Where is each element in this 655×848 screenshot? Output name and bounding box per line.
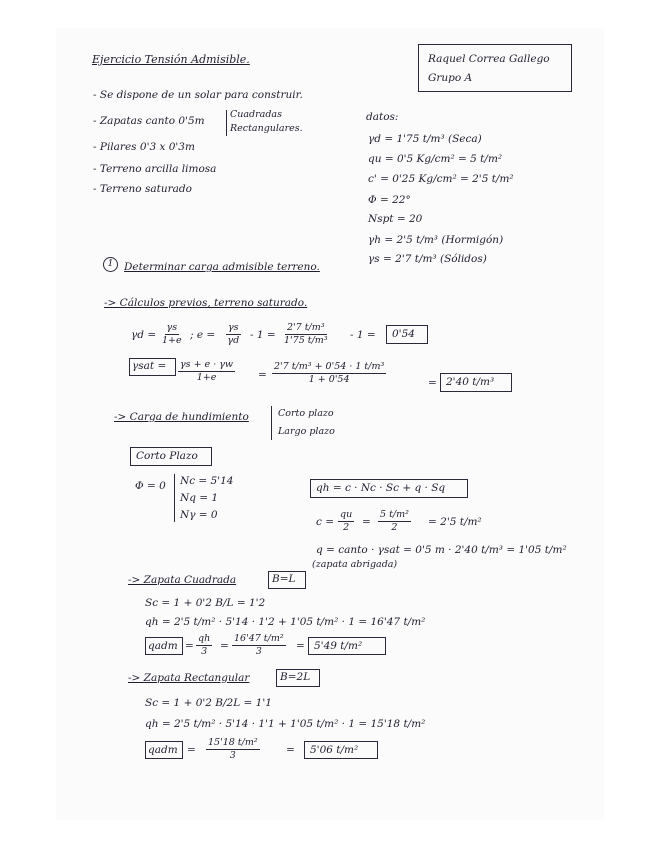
gsat-den-2: 1 + 0'54 bbox=[308, 374, 350, 386]
zapata-type: Cuadradas bbox=[230, 109, 282, 120]
zapata-type: Rectangulares. bbox=[230, 123, 303, 134]
qadm-result-rectangular: 5'06 t/m² bbox=[310, 744, 359, 756]
gd-den: 1+e bbox=[162, 335, 182, 347]
qadm-eq: = bbox=[185, 640, 194, 652]
c-den-2: 2 bbox=[391, 522, 398, 534]
zapata-cuadrada-title: -> Zapata Cuadrada bbox=[128, 574, 237, 586]
qadm-den: 3 bbox=[201, 646, 208, 658]
factor-ngamma: Nγ = 0 bbox=[180, 509, 218, 521]
qadm-lhs-rectangular: qadm bbox=[148, 744, 178, 756]
plazo-option: Largo plazo bbox=[278, 426, 335, 437]
datos-line: γd = 1'75 t/m³ (Seca) bbox=[368, 133, 482, 145]
e-lhs: ; e = bbox=[190, 329, 216, 341]
brace-line bbox=[174, 474, 175, 522]
qadm-num: qh bbox=[196, 634, 212, 646]
qadm-fraction bbox=[206, 738, 260, 762]
e-fraction bbox=[226, 323, 241, 347]
section-title: Determinar carga admisible terreno. bbox=[124, 261, 320, 273]
e-minus: - 1 = bbox=[250, 329, 276, 341]
qadm-fraction-2 bbox=[232, 634, 286, 658]
author-box bbox=[418, 44, 572, 92]
datos-line: γs = 2'7 t/m³ (Sólidos) bbox=[368, 253, 487, 265]
qadm-num: 15'18 t/m² bbox=[206, 738, 260, 750]
qh-line-cuadrada: qh = 2'5 t/m² · 5'14 · 1'2 + 1'05 t/m² · 1 = 16'47 t/m² bbox=[145, 616, 426, 628]
e-den: γd bbox=[227, 335, 240, 347]
e-fraction-2 bbox=[284, 323, 328, 347]
plazo-option: Corto plazo bbox=[278, 408, 334, 419]
c-num: qu bbox=[338, 510, 354, 522]
c-fraction bbox=[338, 510, 354, 534]
datos-line: Nspt = 20 bbox=[368, 213, 423, 225]
c-fraction-2 bbox=[378, 510, 411, 534]
datos-line: γh = 2'5 t/m³ (Hormigón) bbox=[368, 234, 504, 246]
qadm-num-2: 16'47 t/m² bbox=[232, 634, 286, 646]
e-den-2: 1'75 t/m³ bbox=[284, 335, 328, 347]
qh-formula: qh = c · Nc · Sc + q · Sq bbox=[316, 482, 446, 494]
qadm-lhs-cuadrada: qadm bbox=[148, 640, 178, 652]
gsat-num-2: 2'7 t/m³ + 0'54 · 1 t/m³ bbox=[272, 362, 386, 374]
e-num: γs bbox=[226, 323, 241, 335]
qadm-eq: = bbox=[187, 744, 196, 756]
gsat-eq-2: = bbox=[428, 377, 437, 389]
datos-line: qu = 0'5 Kg/cm² = 5 t/m² bbox=[368, 153, 503, 165]
factor-nc: Nc = 5'14 bbox=[180, 475, 234, 487]
condition-rectangular: B=2L bbox=[280, 671, 311, 683]
corto-plazo-title: Corto Plazo bbox=[136, 450, 198, 462]
gsat-fraction bbox=[178, 360, 235, 384]
calc-previos-title: -> Cálculos previos, terreno saturado. bbox=[104, 297, 308, 309]
e-num-2: 2'7 t/m³ bbox=[285, 323, 327, 335]
gd-lhs: γd = bbox=[131, 329, 157, 341]
intro-item: - Zapatas canto 0'5m bbox=[93, 115, 205, 127]
author-name: Raquel Correa Gallego bbox=[428, 53, 550, 65]
q-note: (zapata abrigada) bbox=[312, 559, 398, 570]
gd-fraction bbox=[162, 323, 182, 347]
section-number: 1 bbox=[103, 257, 118, 272]
gsat-result: 2'40 t/m³ bbox=[446, 376, 495, 388]
e-minus-2: - 1 = bbox=[350, 329, 376, 341]
sc-line-rectangular: Sc = 1 + 0'2 B/2L = 1'1 bbox=[145, 697, 272, 709]
gsat-fraction-2 bbox=[272, 362, 386, 386]
hundimiento-title: -> Carga de hundimiento bbox=[114, 411, 249, 423]
c-result: = 2'5 t/m² bbox=[428, 516, 482, 528]
intro-item: - Pilares 0'3 x 0'3m bbox=[93, 141, 195, 153]
c-num-2: 5 t/m² bbox=[378, 510, 411, 522]
q-line: q = canto · γsat = 0'5 m · 2'40 t/m³ = 1'05 t/m² bbox=[316, 544, 567, 556]
gsat-num: γs + e · γw bbox=[178, 360, 235, 372]
qadm-eq-2: = bbox=[286, 744, 295, 756]
group-label: Grupo A bbox=[428, 72, 473, 84]
qadm-den: 3 bbox=[229, 750, 236, 762]
gsat-den: 1+e bbox=[196, 372, 217, 384]
c-den: 2 bbox=[343, 522, 350, 534]
brace-line bbox=[271, 406, 272, 440]
condition-cuadrada: B=L bbox=[272, 573, 296, 585]
e-result: 0'54 bbox=[392, 328, 415, 340]
datos-line: c' = 0'25 Kg/cm² = 2'5 t/m² bbox=[368, 173, 514, 185]
datos-label: datos: bbox=[366, 111, 399, 123]
qh-line-rectangular: qh = 2'5 t/m² · 5'14 · 1'1 + 1'05 t/m² · 1 = 15'18 t/m² bbox=[145, 718, 426, 730]
qadm-eq-3: = bbox=[296, 640, 305, 652]
zapata-rectangular-title: -> Zapata Rectangular bbox=[128, 672, 250, 684]
intro-item: - Terreno saturado bbox=[93, 183, 192, 195]
factor-nq: Nq = 1 bbox=[180, 492, 219, 504]
gsat-eq: = bbox=[258, 369, 267, 381]
gsat-lhs: γsat = bbox=[132, 360, 167, 372]
datos-line: Φ = 22° bbox=[368, 194, 411, 206]
qadm-fraction bbox=[196, 634, 212, 658]
qadm-result-cuadrada: 5'49 t/m² bbox=[314, 640, 363, 652]
intro-item: - Terreno arcilla limosa bbox=[93, 163, 217, 175]
c-eq: = bbox=[362, 516, 371, 528]
page-title: Ejercicio Tensión Admisible. bbox=[92, 53, 250, 66]
qadm-eq-2: = bbox=[220, 640, 229, 652]
phi-value: Φ = 0 bbox=[135, 480, 166, 492]
gd-num: γs bbox=[165, 323, 180, 335]
qadm-den-2: 3 bbox=[255, 646, 262, 658]
sc-line-cuadrada: Sc = 1 + 0'2 B/L = 1'2 bbox=[145, 597, 266, 609]
c-lhs: c = bbox=[316, 516, 335, 528]
brace-line bbox=[226, 110, 227, 136]
intro-item: - Se dispone de un solar para construir. bbox=[93, 89, 303, 101]
